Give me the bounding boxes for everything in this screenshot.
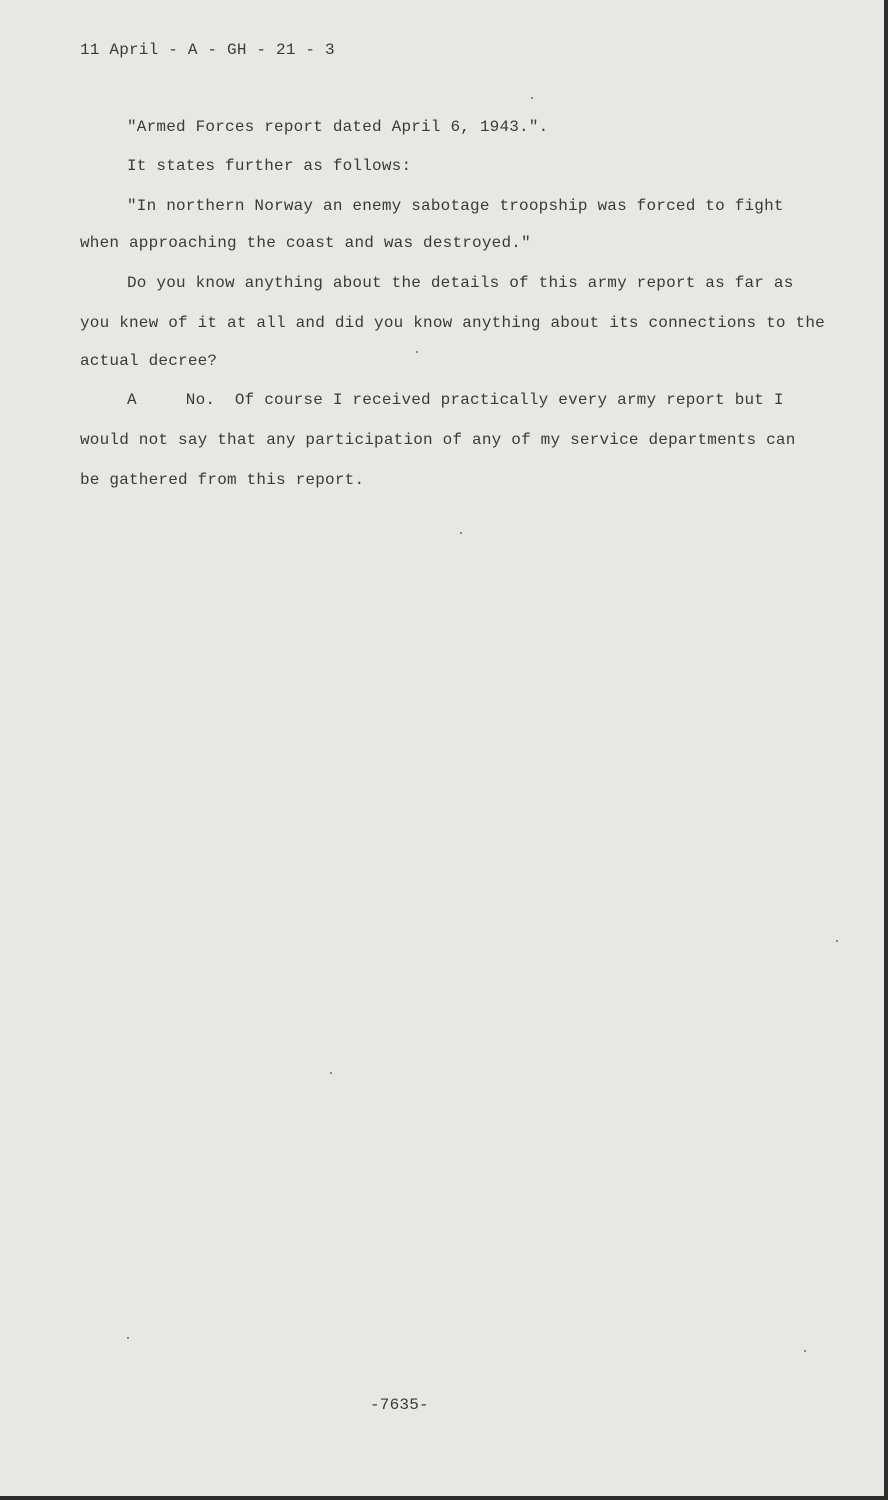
question-line-1: Do you know anything about the details of this army report as far as xyxy=(127,274,794,292)
question-line-3: actual decree? xyxy=(80,352,218,370)
answer-line-3: be gathered from this report. xyxy=(80,471,365,489)
answer-line-1: A No. Of course I received practically every army report but I xyxy=(127,391,784,409)
paper-speck xyxy=(836,940,838,942)
paper-speck xyxy=(460,532,462,534)
paper-speck xyxy=(416,351,418,353)
question-line-2: you knew of it at all and did you know anything about its connections to the xyxy=(80,314,825,332)
paper-speck xyxy=(804,1350,806,1352)
page-header: 11 April - A - GH - 21 - 3 xyxy=(80,41,335,59)
quote-line-1: "Armed Forces report dated April 6, 1943.". xyxy=(127,118,549,136)
paper-speck xyxy=(127,1337,129,1339)
paper-speck xyxy=(531,97,533,99)
answer-line-2: would not say that any participation of any of my service departments can xyxy=(80,431,796,449)
page-number: -7635- xyxy=(370,1396,429,1414)
quote-line-4: when approaching the coast and was destroyed." xyxy=(80,234,531,252)
body-line-2: It states further as follows: xyxy=(127,157,412,175)
paper-speck xyxy=(330,1072,332,1074)
quote-line-3: "In northern Norway an enemy sabotage troopship was forced to fight xyxy=(127,197,784,215)
